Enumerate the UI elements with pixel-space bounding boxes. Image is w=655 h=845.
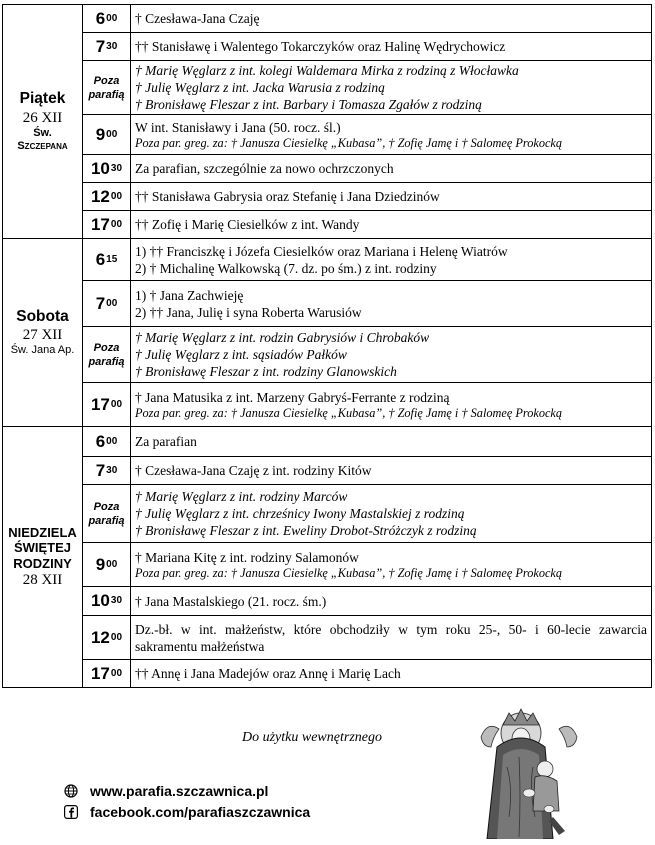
facebook-icon xyxy=(64,805,78,819)
table-row xyxy=(3,383,652,427)
table-row xyxy=(3,211,652,239)
day-saint-line: Szczepana xyxy=(17,139,68,152)
table-row xyxy=(3,485,652,543)
mass-intention: Dz.-bł. w int. małżeństw, które obchodziły w tym roku 25-, 50- i 60-lecie zawarcia sakramentu małżeństwa xyxy=(131,616,652,660)
table-row xyxy=(3,457,652,485)
mass-time: $12^{00}$ xyxy=(83,183,131,211)
poza-parafia-label: Poza parafią xyxy=(83,327,131,383)
day-date: 26 XII xyxy=(22,109,63,126)
day-cell-saturday xyxy=(3,239,83,427)
day-name-line: NIEDZIELA xyxy=(8,524,77,540)
mass-intention: † Jana Matusika z int. Marzeny Gabryś-Ferrante z rodziną Poza par. greg. za: † Janusza Ciesielkę „Kubasa”, † Zofię Jamę i † Salomeę Prokocką xyxy=(131,383,652,427)
mass-note: Poza par. greg. za: † Janusza Ciesielkę „Kubasa”, † Zofię Jamę i † Salomeę Prokocką xyxy=(135,135,563,150)
facebook-link[interactable] xyxy=(64,804,310,820)
mass-intention: Za parafian, szczególnie za nowo ochrzczonych xyxy=(131,155,652,183)
mass-intention: Za parafian xyxy=(131,427,652,457)
mass-intention: † Czesława-Jana Czaję z int. rodziny Kitów xyxy=(131,457,652,485)
icon-image xyxy=(473,707,586,839)
table-row xyxy=(3,5,652,33)
mass-time: $9^{00}$ xyxy=(83,543,131,587)
table-row xyxy=(3,281,652,327)
table-row xyxy=(3,327,652,383)
mass-time: $10^{30}$ xyxy=(83,587,131,616)
mass-time: $7^{30}$ xyxy=(83,457,131,485)
table-row xyxy=(3,61,652,115)
mass-intention: † Marię Węglarz z int. rodziny Marców † Julię Węglarz z int. chrześnicy Iwony Mastalskiej z rodziną † Bronisławę Fleszar z int. Eweliny Drobot-Stróżczyk z rodziną xyxy=(131,485,652,543)
mass-time: $17^{00}$ xyxy=(83,211,131,239)
mass-intention: †† Stanisławę i Walentego Tokarczyków oraz Halinę Wędrychowicz xyxy=(131,33,652,61)
mass-time: $7^{00}$ xyxy=(83,281,131,327)
day-name: Sobota xyxy=(16,307,69,325)
day-saint xyxy=(3,127,82,153)
day-name-line: RODZINY xyxy=(13,555,72,571)
mass-time: $12^{00}$ xyxy=(83,616,131,660)
mass-time: $9^{00}$ xyxy=(83,115,131,155)
table-row xyxy=(3,183,652,211)
mass-intention: † Marię Węglarz z int. rodzin Gabrysiów i Chrobaków † Julię Węglarz z int. sąsiadów Pałków † Bronisławę Fleszar z int. rodziny Glanowskich xyxy=(131,327,652,383)
table-row xyxy=(3,616,652,660)
mass-schedule-table xyxy=(2,4,652,688)
mass-intention: † Jana Mastalskiego (21. rocz. śm.) xyxy=(131,587,652,616)
mass-time: $10^{30}$ xyxy=(83,155,131,183)
table-row xyxy=(3,155,652,183)
mass-time: $6^{00}$ xyxy=(83,427,131,457)
website-link[interactable] xyxy=(64,783,268,799)
globe-icon xyxy=(64,784,78,798)
mass-time: $17^{00}$ xyxy=(83,660,131,688)
table-row xyxy=(3,115,652,155)
mass-intention: †† Annę i Jana Madejów oraz Annę i Marię Lach xyxy=(131,660,652,688)
table-row xyxy=(3,33,652,61)
mass-intention: † Czesława-Jana Czaję xyxy=(131,5,652,33)
mass-note: Poza par. greg. za: † Janusza Ciesielkę „Kubasa”, † Zofię Jamę i † Salomeę Prokocką xyxy=(135,405,563,420)
table-row xyxy=(3,587,652,616)
table-row xyxy=(3,660,652,688)
day-cell-sunday xyxy=(3,427,83,688)
website-url[interactable]: www.parafia.szczawnica.pl xyxy=(90,783,269,799)
mass-intention: 1) † Jana Zachwieję 2) †† Jana, Julię i syna Roberta Warusiów xyxy=(131,281,652,327)
mass-time: $6^{15}$ xyxy=(83,239,131,281)
day-name-line: ŚWIĘTEJ xyxy=(13,540,72,556)
internal-use-note: Do użytku wewnętrznego xyxy=(242,730,382,745)
table-row xyxy=(3,427,652,457)
day-name: Piątek xyxy=(19,90,66,108)
mass-intention: †† Zofię i Marię Ciesielków z int. Wandy xyxy=(131,211,652,239)
facebook-url[interactable]: facebook.com/parafiaszczawnica xyxy=(90,804,311,820)
day-cell-friday xyxy=(3,5,83,239)
mass-intention: † Marię Węglarz z int. kolegi Waldemara Mirka z rodziną z Włocławka † Julię Węglarz z int. Jacka Warusia z rodziną † Bronisławę Fleszar z int. Barbary i Tomasza Zgałów z rodziną xyxy=(131,61,652,115)
table-row xyxy=(3,239,652,281)
day-saint: Św. Jana Ap. xyxy=(10,344,75,357)
table-row xyxy=(3,543,652,587)
mass-intention: 1) †† Franciszkę i Józefa Ciesielków oraz Mariana i Helenę Wiatrów 2) † Michalinę Walkowską (7. dz. po śm.) z int. rodziny xyxy=(131,239,652,281)
day-date: 28 XII xyxy=(22,572,63,589)
poza-parafia-label: Poza parafią xyxy=(83,485,131,543)
mass-intention: † Mariana Kitę z int. rodziny Salamonów Poza par. greg. za: † Janusza Ciesielkę „Kubasa”, † Zofię Jamę i † Salomeę Prokocką xyxy=(131,543,652,587)
day-date: 27 XII xyxy=(22,327,63,344)
mass-time: $6^{00}$ xyxy=(83,5,131,33)
mass-time: $7^{30}$ xyxy=(83,33,131,61)
mass-time: $17^{00}$ xyxy=(83,383,131,427)
mass-note: Poza par. greg. za: † Janusza Ciesielkę „Kubasa”, † Zofię Jamę i † Salomeę Prokocką xyxy=(135,565,563,580)
poza-parafia-label: Poza parafią xyxy=(83,61,131,115)
mass-intention: †† Stanisława Gabrysia oraz Stefanię i Jana Dziedzinów xyxy=(131,183,652,211)
day-saint-line: Św. xyxy=(33,126,52,139)
mass-intention: W int. Stanisławy i Jana (50. rocz. śl.) Poza par. greg. za: † Janusza Ciesielkę „Kubasa”, † Zofię Jamę i † Salomeę Prokocką xyxy=(131,115,652,155)
